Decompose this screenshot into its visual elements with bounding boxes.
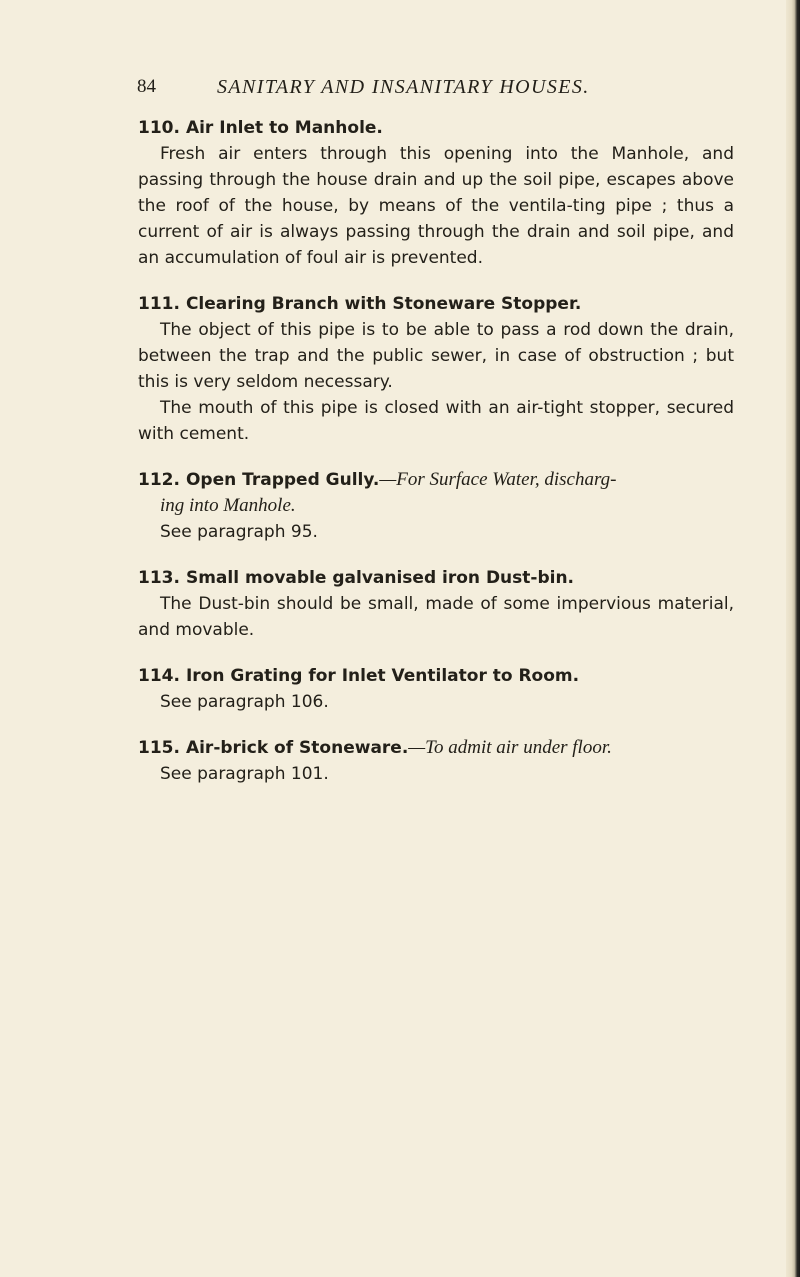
entry-paragraph: The mouth of this pipe is closed with an air-tight stopper, secured with cement. xyxy=(138,398,734,444)
entry-title: Small movable galvanised iron Dust-bin. xyxy=(185,568,575,588)
entry-113 xyxy=(138,565,734,643)
entry-italic-title: —For Surface Water, discharg- xyxy=(379,469,617,490)
page-header xyxy=(137,76,677,104)
entry-115 xyxy=(138,735,734,787)
entry-title: Open Trapped Gully. xyxy=(185,470,380,490)
paragraph-reference: See paragraph 101. xyxy=(160,764,329,784)
entry-heading xyxy=(138,663,734,689)
entry-heading xyxy=(138,291,734,317)
entry-title: Clearing Branch with Stoneware Stopper. xyxy=(185,294,582,314)
entry-112 xyxy=(138,467,734,545)
running-title: SANITARY AND INSANITARY HOUSES. xyxy=(217,76,590,98)
entry-heading xyxy=(138,115,734,141)
entry-110 xyxy=(138,115,734,271)
entry-heading xyxy=(138,467,734,493)
page-content xyxy=(138,115,734,807)
entry-title: Iron Grating for Inlet Ventilator to Room. xyxy=(185,666,580,686)
entry-title: Air-brick of Stoneware. xyxy=(185,738,409,758)
entry-number: 110. xyxy=(138,118,180,138)
entry-number: 115. xyxy=(138,738,180,758)
entry-title: Air Inlet to Manhole. xyxy=(185,118,383,138)
entry-number: 111. xyxy=(138,294,180,314)
entry-italic-continuation: ing into Manhole. xyxy=(160,495,296,516)
entry-number: 114. xyxy=(138,666,180,686)
entry-heading xyxy=(138,565,734,591)
entry-number: 112. xyxy=(138,470,180,490)
entry-111 xyxy=(138,291,734,447)
page-number: 84 xyxy=(137,76,156,97)
entry-number: 113. xyxy=(138,568,180,588)
paragraph-reference: See paragraph 95. xyxy=(160,522,318,542)
entry-italic-title: —To admit air under floor. xyxy=(408,737,612,758)
paragraph-reference: See paragraph 106. xyxy=(160,692,329,712)
entry-paragraph: The Dust-bin should be small, made of some impervious material, and movable. xyxy=(138,594,734,640)
entry-paragraph: Fresh air enters through this opening into the Manhole, and passing through the house drain and up the soil pipe, escapes above the roof of the house, by means of the ventila-ting pipe ; thus a current of air is always passing through the drain and soil pipe, and an accumulation of foul air is prevented. xyxy=(138,144,734,268)
entry-114 xyxy=(138,663,734,715)
entry-paragraph: The object of this pipe is to be able to pass a rod down the drain, between the trap and the public sewer, in case of obstruction ; but this is very seldom necessary. xyxy=(138,320,734,392)
page-edge xyxy=(786,0,800,1277)
entry-heading xyxy=(138,735,734,761)
